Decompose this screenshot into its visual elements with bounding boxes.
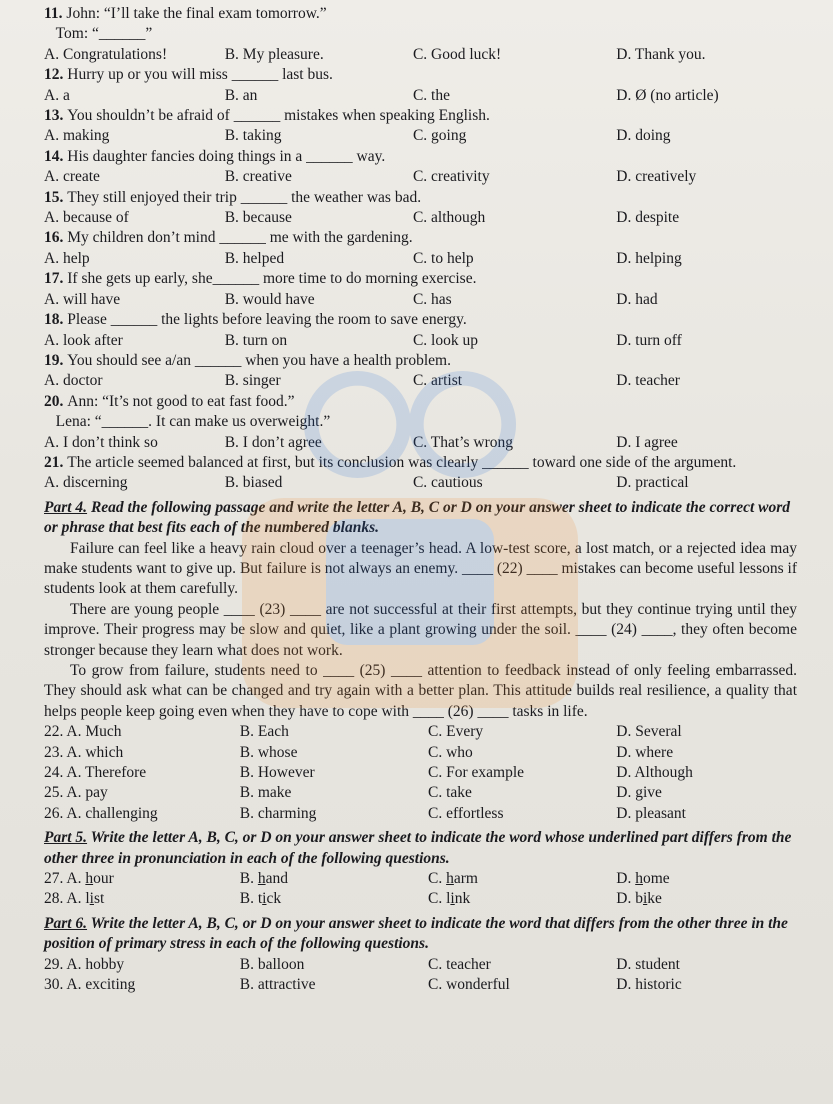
question-number: 17.: [44, 270, 68, 288]
question-number: 20.: [44, 392, 68, 410]
question-number: 13.: [44, 107, 68, 125]
option: B. an: [224, 86, 258, 104]
question-item: [44, 453, 797, 494]
option: B. tick: [239, 890, 282, 908]
part6-label: Part 6.: [44, 914, 88, 932]
part5-instruction: Write the letter A, B, C, or D on your answer sheet to indicate the word whose underlined part differs from the other three in pronunciation in each of the following questions.: [44, 829, 792, 867]
question-item: [44, 65, 797, 106]
question-text: [44, 188, 797, 208]
part5-answers: [44, 869, 797, 910]
option: B. biased: [224, 474, 283, 492]
option: B. I don’t agree: [224, 433, 322, 451]
option: 27. A. hour: [44, 870, 114, 888]
option: C. link: [428, 890, 471, 908]
option: 23. A. which: [44, 743, 124, 761]
option: C. creativity: [412, 168, 490, 186]
question-item: [44, 228, 797, 269]
options-row: [44, 290, 797, 310]
option: 22. A. Much: [44, 723, 122, 741]
question-subline: Lena: “______. It can make us overweight.”: [44, 413, 331, 431]
option: A. I don’t think so: [44, 433, 158, 451]
options-row: [44, 371, 797, 391]
question-stem: You should see a/an ______ when you have a health problem.: [67, 351, 451, 369]
question-stem: Please ______ the lights before leaving the room to save energy.: [67, 311, 467, 329]
question-number: 12.: [44, 66, 68, 84]
question-stem: They still enjoyed their trip ______ the weather was bad.: [67, 188, 422, 206]
options-row: [44, 473, 797, 493]
option: B. hand: [239, 870, 288, 888]
part4-instruction: Read the following passage and write the letter A, B, C or D on your answer sheet to indicate the correct word or phrase that best fits each of the numbered blanks.: [44, 498, 791, 537]
question-text: [44, 4, 797, 24]
option: B. singer: [224, 372, 281, 390]
question-stem: Ann: “It’s not good to eat fast food.”: [67, 392, 295, 410]
option: 24. A. Therefore: [44, 764, 147, 782]
passage-paragraph: To grow from failure, students need to ____ (25) ____ attention to feedback instead of only feeling embarrassed. They should ask what can be changed and try again with a better plan. This attitude builds real resilience, a quality that helps people keep going even when they have to cope with ____ (26) ____ tasks in life.: [44, 662, 797, 720]
question-text: [44, 65, 797, 85]
question-number: 19.: [44, 351, 68, 369]
option: B. Each: [239, 723, 289, 741]
option: A. because of: [44, 209, 129, 227]
options-row: [44, 331, 797, 351]
option: D. doing: [616, 127, 671, 145]
option: A. will have: [44, 290, 121, 308]
option: B. whose: [239, 743, 298, 761]
question-text: [44, 310, 797, 330]
options-row: [44, 433, 797, 453]
question-text: [44, 106, 797, 126]
option: C. although: [412, 209, 486, 227]
option: D. where: [616, 743, 674, 761]
options-row: [44, 86, 797, 106]
option: A. create: [44, 168, 100, 186]
option: C. effortless: [428, 804, 504, 822]
option: A. doctor: [44, 372, 103, 390]
underlined-letter: i: [262, 890, 267, 908]
options-row: [44, 45, 797, 65]
question-item: [44, 392, 797, 453]
option: A. discerning: [44, 474, 128, 492]
part5-heading: [44, 828, 797, 869]
question-subline: Tom: “______”: [44, 25, 153, 43]
question-text: [44, 147, 797, 167]
option: D. turn off: [616, 331, 682, 349]
answer-row: [44, 955, 797, 975]
option: D. home: [616, 870, 670, 888]
option: C. has: [412, 290, 452, 308]
option: C. look up: [412, 331, 478, 349]
option: C. who: [428, 743, 473, 761]
question-stem: John: “I’ll take the final exam tomorrow.”: [66, 5, 327, 22]
option: A. look after: [44, 331, 123, 349]
part5-label: Part 5.: [44, 829, 88, 847]
option: D. Several: [616, 723, 682, 741]
option: B. because: [224, 209, 292, 227]
question-stem: If she gets up early, she______ more time to do morning exercise.: [67, 270, 477, 288]
options-row: [44, 208, 797, 228]
option: C. That’s wrong: [412, 433, 513, 451]
option: B. turn on: [224, 331, 288, 349]
option: C. artist: [412, 372, 463, 390]
option: C. wonderful: [428, 976, 510, 994]
question-item: [44, 106, 797, 147]
option: B. helped: [224, 249, 285, 267]
answer-row: [44, 975, 797, 995]
passage-paragraph: There are young people ____ (23) ____ are not successful at their first attempts, but they continue trying until they improve. Their progress may be slow and quiet, like a plant growing under the soil. ____ (24) ____, they often become stronger because they learn what does not work.: [44, 600, 797, 659]
option: A. making: [44, 127, 110, 145]
option: A. a: [44, 86, 70, 104]
underlined-letter: h: [85, 870, 94, 888]
options-row: [44, 126, 797, 146]
question-stem: His daughter fancies doing things in a ______ way.: [67, 147, 386, 165]
question-number: 18.: [44, 311, 68, 329]
option: D. Thank you.: [616, 45, 706, 63]
option: C. harm: [428, 870, 478, 888]
question-item: [44, 188, 797, 229]
question-text: [44, 351, 797, 371]
underlined-letter: h: [257, 870, 266, 888]
question-item: [44, 310, 797, 351]
option: C. Good luck!: [412, 45, 502, 63]
answer-row: [44, 889, 797, 909]
question-item: [44, 4, 797, 65]
option: D. practical: [616, 474, 689, 492]
question-number: 16.: [44, 229, 68, 247]
question-stem: My children don’t mind ______ me with the gardening.: [67, 229, 413, 247]
part6-answers: [44, 955, 797, 996]
option: B. attractive: [239, 976, 316, 994]
part4-passage: [44, 539, 797, 723]
option: D. I agree: [616, 433, 678, 451]
option: 30. A. exciting: [44, 976, 136, 994]
answer-row: [44, 743, 797, 763]
question-number: 21.: [44, 453, 68, 471]
answer-row: [44, 763, 797, 783]
part4-heading: [44, 498, 797, 539]
question-item: [44, 351, 797, 392]
question-item: [44, 269, 797, 310]
question-item: [44, 147, 797, 188]
option: 28. A. list: [44, 890, 105, 908]
option: C. to help: [412, 249, 474, 267]
option: B. would have: [224, 290, 315, 308]
option: D. Although: [616, 764, 693, 782]
option: B. However: [239, 764, 315, 782]
option: 26. A. challenging: [44, 804, 158, 822]
part6-heading: [44, 914, 797, 955]
question-number: 15.: [44, 188, 68, 206]
questions-11-21: [44, 4, 797, 494]
answer-row: [44, 869, 797, 889]
underlined-letter: i: [450, 890, 455, 908]
option: B. charming: [239, 804, 317, 822]
option: B. My pleasure.: [224, 45, 324, 63]
underlined-letter: h: [635, 870, 643, 888]
option: D. helping: [616, 249, 682, 267]
option: D. student: [616, 955, 680, 973]
option: A. help: [44, 249, 90, 267]
question-stem: You shouldn’t be afraid of ______ mistakes when speaking English.: [67, 107, 490, 125]
option: D. teacher: [616, 372, 680, 390]
option: C. Every: [428, 723, 484, 741]
option: D. historic: [616, 976, 682, 994]
question-stem: Hurry up or you will miss ______ last bus.: [67, 66, 333, 84]
answer-row: [44, 804, 797, 824]
underlined-letter: i: [642, 890, 648, 908]
question-text: [44, 392, 797, 412]
option: 25. A. pay: [44, 784, 108, 802]
question-text: [44, 453, 797, 473]
option: B. balloon: [239, 955, 305, 973]
question-text: [44, 269, 797, 289]
option: C. cautious: [412, 474, 483, 492]
option: D. give: [616, 784, 662, 802]
question-number: 11.: [44, 5, 67, 22]
options-row: [44, 249, 797, 269]
underlined-letter: i: [89, 890, 94, 908]
option: C. the: [412, 86, 450, 104]
option: D. despite: [616, 209, 680, 227]
passage-paragraph: Failure can feel like a heavy rain cloud over a teenager’s head. A low-test score, a lost match, or a rejected idea may make students want to give up. But failure is not always an enemy. ____ (22) ____ mistakes can become useful lessons if students look at them carefully.: [44, 539, 797, 598]
answer-row: [44, 722, 797, 742]
option: C. For example: [428, 764, 525, 782]
option: D. creatively: [616, 168, 697, 186]
underlined-letter: h: [446, 870, 454, 888]
options-row: [44, 167, 797, 187]
option: D. Ø (no article): [616, 86, 719, 104]
question-stem: The article seemed balanced at first, but its conclusion was clearly ______ toward one side of the argument.: [67, 453, 737, 471]
option: A. Congratulations!: [44, 45, 168, 63]
option: B. make: [239, 784, 292, 802]
question-text: [44, 228, 797, 248]
option: B. taking: [224, 127, 282, 145]
part6-instruction: Write the letter A, B, C, or D on your answer sheet to indicate the word that differs from the other three in the position of primary stress in each of the following questions.: [44, 914, 788, 953]
question-number: 14.: [44, 147, 68, 165]
option: C. take: [428, 784, 472, 802]
option: B. creative: [224, 168, 292, 186]
option: C. teacher: [428, 955, 491, 973]
option: D. bike: [616, 890, 662, 908]
part4-label: Part 4.: [44, 498, 88, 516]
option: D. had: [616, 290, 658, 308]
option: 29. A. hobby: [44, 955, 125, 973]
option: D. pleasant: [616, 804, 686, 822]
option: C. going: [412, 127, 467, 145]
part4-answers: [44, 722, 797, 824]
answer-row: [44, 783, 797, 803]
